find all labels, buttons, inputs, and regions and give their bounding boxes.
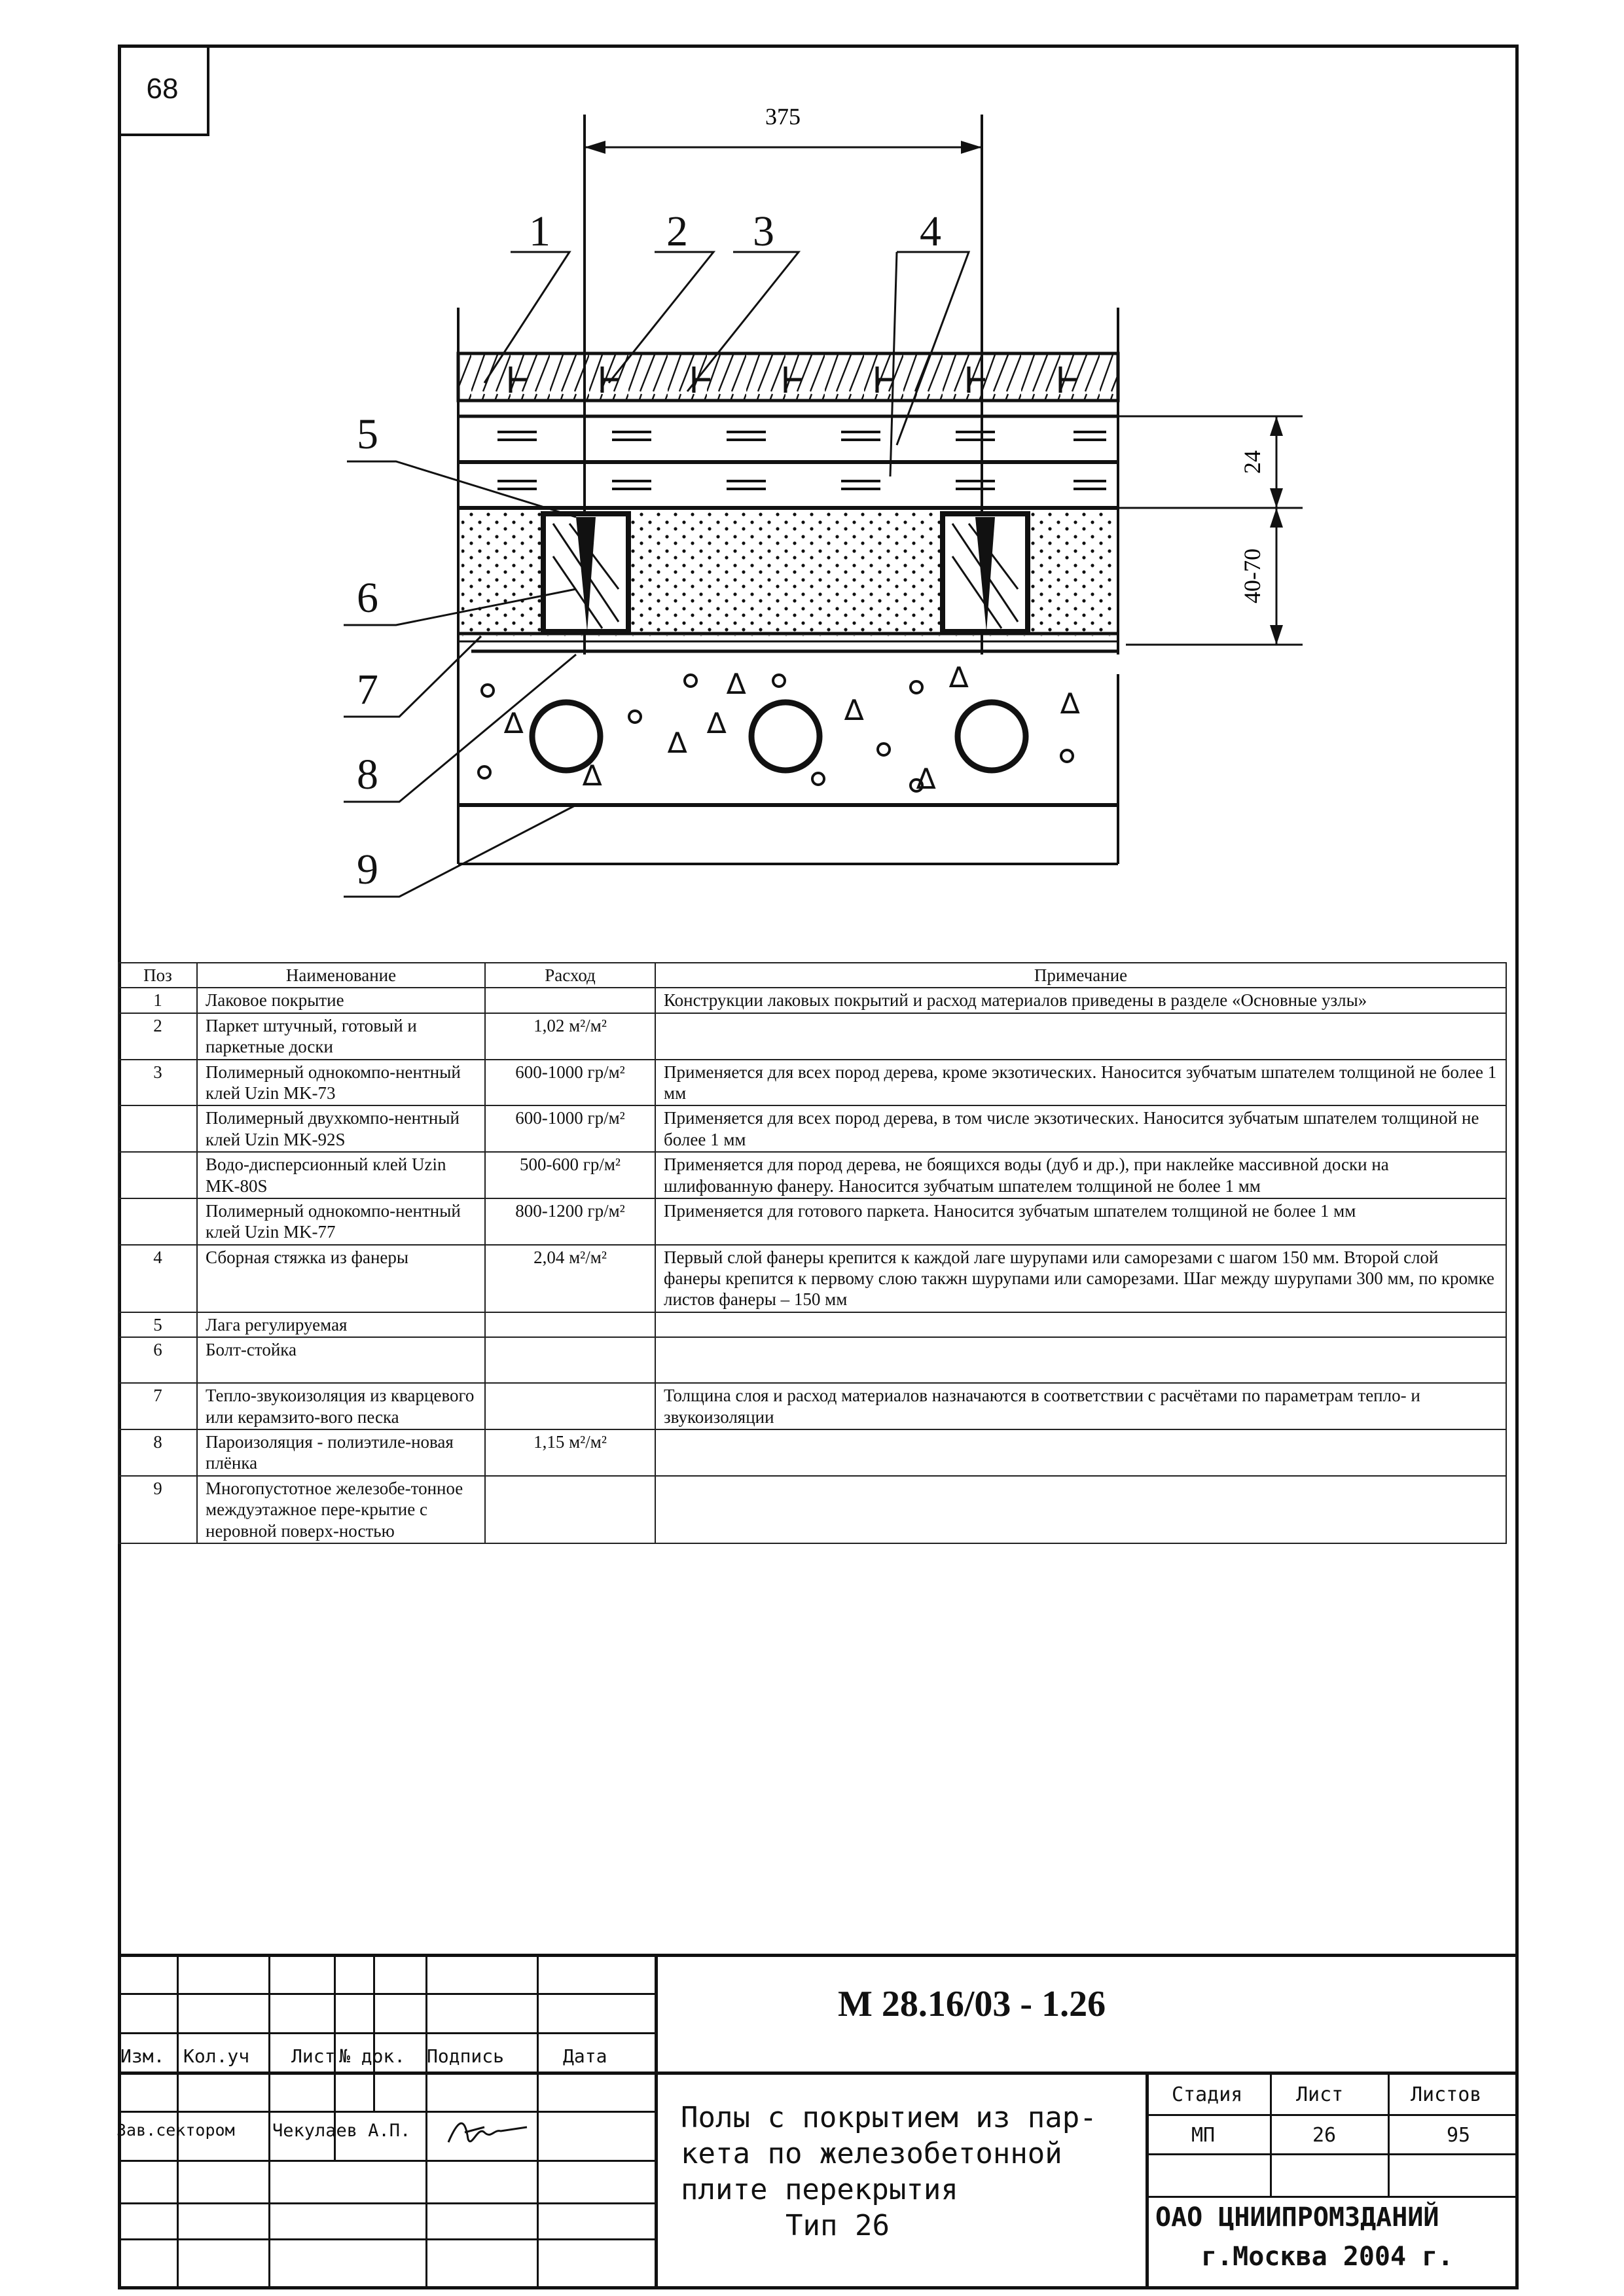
svg-text:∆: ∆ xyxy=(668,726,687,760)
svg-text:∆: ∆ xyxy=(707,707,727,740)
callout-6: 6 xyxy=(357,574,378,622)
row-rate xyxy=(485,1383,655,1429)
stage-value: МП xyxy=(1191,2124,1216,2147)
callout-3: 3 xyxy=(753,207,774,255)
table-row xyxy=(118,1429,1506,1476)
table-row xyxy=(118,1198,1506,1245)
svg-text:∆: ∆ xyxy=(916,762,936,796)
callout-4: 4 xyxy=(920,207,941,255)
table-row xyxy=(118,1383,1506,1429)
row-name: Водо-дисперсионный клей Uzin MK-80S xyxy=(197,1152,485,1198)
title-line-4: Тип 26 xyxy=(785,2209,890,2242)
row-pos xyxy=(118,1152,197,1198)
table-row xyxy=(118,988,1506,1013)
row-rate xyxy=(485,1476,655,1543)
row-note xyxy=(655,1312,1506,1337)
callout-5: 5 xyxy=(357,410,378,458)
signature xyxy=(445,2113,530,2152)
row-note: Применяется для всех пород дерева, кроме экзотических. Наносится зубчатым шпателем толщиной не более 1 мм xyxy=(655,1060,1506,1106)
svg-text:∆: ∆ xyxy=(844,694,864,727)
row-note xyxy=(655,1337,1506,1383)
callout-9: 9 xyxy=(357,846,378,893)
table-row xyxy=(118,1105,1506,1152)
row-name: Лага регулируемая xyxy=(197,1312,485,1337)
row-pos: 2 xyxy=(118,1013,197,1060)
callout-8: 8 xyxy=(357,751,378,798)
header-name: Наименование xyxy=(197,963,485,988)
row-name: Сборная стяжка из фанеры xyxy=(197,1245,485,1312)
col-kol-uch: Кол.уч xyxy=(183,2045,250,2067)
header-note: Примечание xyxy=(655,963,1506,988)
col-signature: Подпись xyxy=(427,2045,505,2067)
row-pos xyxy=(118,1105,197,1152)
table-row xyxy=(118,1476,1506,1543)
specification-table xyxy=(118,962,1507,1544)
row-name: Полимерный однокомпо-нентный клей Uzin MK-77 xyxy=(197,1198,485,1245)
row-rate: 600-1000 гр/м² xyxy=(485,1060,655,1106)
callout-2: 2 xyxy=(666,207,688,255)
svg-text:∆: ∆ xyxy=(583,759,602,793)
stage-label: Стадия xyxy=(1172,2083,1243,2106)
col-izm: Изм. xyxy=(120,2045,165,2067)
row-note: Применяется для готового паркета. Наносится зубчатым шпателем толщиной не более 1 мм xyxy=(655,1198,1506,1245)
svg-text:∆: ∆ xyxy=(727,668,746,701)
table-row xyxy=(118,1337,1506,1383)
table-row xyxy=(118,1152,1506,1198)
page-number: 68 xyxy=(118,45,209,136)
row-rate: 800-1200 гр/м² xyxy=(485,1198,655,1245)
row-note: Конструкции лаковых покрытий и расход материалов приведены в разделе «Основные узлы» xyxy=(655,988,1506,1013)
row-pos: 7 xyxy=(118,1383,197,1429)
organization-name: ОАО ЦНИИПРОМЗДАНИЙ xyxy=(1155,2202,1439,2233)
dimension-375: 375 xyxy=(765,103,801,130)
table-row xyxy=(118,1060,1506,1106)
col-list: Лист xyxy=(291,2045,336,2067)
title-line-3: плите перекрытия xyxy=(681,2173,958,2206)
row-name: Болт-стойка xyxy=(197,1337,485,1383)
row-name: Полимерный однокомпо-нентный клей Uzin MK-73 xyxy=(197,1060,485,1106)
city-year: г.Москва 2004 г. xyxy=(1201,2242,1454,2272)
row-name: Многопустотное железобе-тонное междуэтажное пере-крытие с неровной поверх-ностью xyxy=(197,1476,485,1543)
svg-text:∆: ∆ xyxy=(949,661,969,694)
sheet-label: Лист xyxy=(1296,2083,1344,2106)
table-header-row xyxy=(118,963,1506,988)
row-pos: 1 xyxy=(118,988,197,1013)
sheets-label: Листов xyxy=(1411,2083,1482,2106)
row-note xyxy=(655,1476,1506,1543)
role-label: Зав.сектором xyxy=(117,2121,235,2140)
dimension-40-70: 40-70 xyxy=(1239,548,1265,603)
row-rate: 1,02 м²/м² xyxy=(485,1013,655,1060)
title-block xyxy=(118,1954,1519,2289)
title-line-1: Полы с покрытием из пар- xyxy=(681,2101,1097,2134)
row-rate xyxy=(485,1312,655,1337)
row-rate xyxy=(485,1337,655,1383)
row-rate: 500-600 гр/м² xyxy=(485,1152,655,1198)
row-pos: 5 xyxy=(118,1312,197,1337)
header-pos: Поз xyxy=(118,963,197,988)
header-rate: Расход xyxy=(485,963,655,988)
dimension-24: 24 xyxy=(1239,450,1265,474)
row-name: Полимерный двухкомпо-нентный клей Uzin MK-92S xyxy=(197,1105,485,1152)
row-name: Тепло-звукоизоляция из кварцевого или керамзито-вого песка xyxy=(197,1383,485,1429)
sheets-value: 95 xyxy=(1447,2124,1471,2147)
table-row xyxy=(118,1245,1506,1312)
row-rate: 2,04 м²/м² xyxy=(485,1245,655,1312)
row-pos: 9 xyxy=(118,1476,197,1543)
row-pos: 4 xyxy=(118,1245,197,1312)
row-note: Первый слой фанеры крепится к каждой лаге шурупами или саморезами с шагом 150 мм. Второй слой фанеры крепится к первому слою такжн шурупами или саморезами. Шаг между шурупами 300 мм, по кромке листов фанеры – 150 мм xyxy=(655,1245,1506,1312)
callout-7: 7 xyxy=(357,666,378,713)
floor-section-drawing xyxy=(0,0,1624,956)
row-name: Пароизоляция - полиэтиле-новая плёнка xyxy=(197,1429,485,1476)
row-pos: 3 xyxy=(118,1060,197,1106)
callout-1: 1 xyxy=(529,207,550,255)
row-note xyxy=(655,1429,1506,1476)
row-note xyxy=(655,1013,1506,1060)
table-row xyxy=(118,1312,1506,1337)
row-pos: 8 xyxy=(118,1429,197,1476)
table-row xyxy=(118,1013,1506,1060)
row-name: Лаковое покрытие xyxy=(197,988,485,1013)
title-line-2: кета по железобетонной xyxy=(681,2137,1062,2170)
row-rate xyxy=(485,988,655,1013)
col-date: Дата xyxy=(563,2045,607,2067)
row-note: Толщина слоя и расход материалов назначаются в соответствии с расчётами по параметрам тепло- и звукоизоляции xyxy=(655,1383,1506,1429)
row-rate: 600-1000 гр/м² xyxy=(485,1105,655,1152)
row-name: Паркет штучный, готовый и паркетные доски xyxy=(197,1013,485,1060)
col-doc: № док. xyxy=(339,2045,406,2067)
svg-text:∆: ∆ xyxy=(504,707,524,740)
svg-text:∆: ∆ xyxy=(1060,687,1080,721)
person-name: Чекулаев А.П. xyxy=(272,2121,411,2141)
sheet-value: 26 xyxy=(1312,2124,1337,2147)
row-rate: 1,15 м²/м² xyxy=(485,1429,655,1476)
row-note: Применяется для всех пород дерева, в том числе экзотических. Наносится зубчатым шпателем толщиной не более 1 мм xyxy=(655,1105,1506,1152)
row-pos xyxy=(118,1198,197,1245)
row-note: Применяется для пород дерева, не боящихся воды (дуб и др.), при наклейке массивной доски на шлифованную фанеру. Наносится зубчатым шпателем толщиной не более 1 мм xyxy=(655,1152,1506,1198)
row-pos: 6 xyxy=(118,1337,197,1383)
document-code: М 28.16/03 - 1.26 xyxy=(838,1984,1106,2024)
